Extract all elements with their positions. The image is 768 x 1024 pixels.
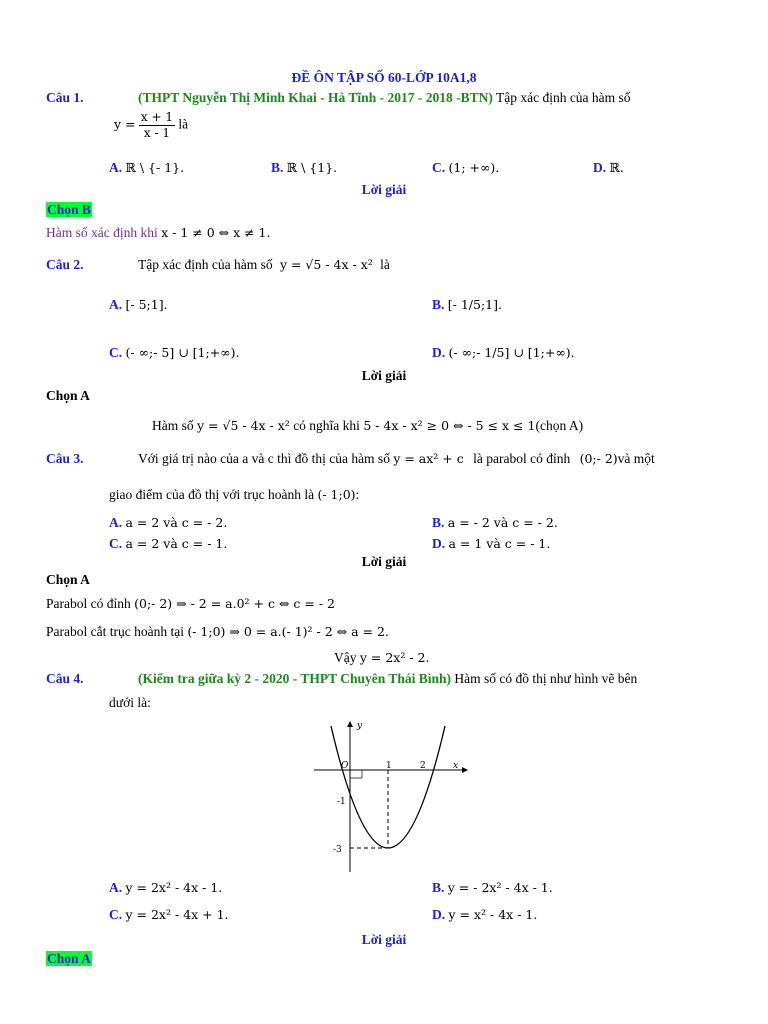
tick-label-minus-1: -1 [337, 797, 346, 807]
option-a[interactable]: A. y = 2x² - 4x - 1. [109, 880, 223, 895]
solution-heading: Lời giải [361, 932, 407, 947]
question-1-label: Câu 1. [46, 90, 84, 105]
solution-heading: Lời giải [361, 554, 407, 569]
solution-heading: Lời giải [361, 182, 407, 197]
la-word: là [178, 116, 189, 132]
solution-line: Hàm số xác định khi x - 1 ≠ 0 ⇔ x ≠ 1. [46, 225, 271, 240]
answer-choice: Chọn A [46, 388, 90, 403]
question-1-function [114, 110, 188, 141]
option-b[interactable]: B. [- 1/5;1]. [432, 297, 502, 312]
answer-choice: Chọn B [47, 202, 91, 217]
tick-label-1: 1 [386, 761, 392, 771]
x-axis-arrow [462, 767, 468, 773]
solution-heading: Lời giải [361, 368, 407, 383]
answer-choice: Chọn A [46, 572, 90, 587]
origin-label: O [341, 761, 349, 771]
answer-choice: Chọn A [47, 951, 91, 966]
question-3-stem-line2: giao điểm của đồ thị với trục hoành là (- 1;0): [109, 487, 360, 502]
question-4-stem: (Kiểm tra giữa kỳ 2 - 2020 - THPT Chuyên Thái Bình) Hàm số có đồ thị như hình vẽ bên [138, 671, 638, 686]
question-2-label: Câu 2. [46, 257, 84, 272]
question-1-source: (THPT Nguyễn Thị Minh Khai - Hà Tĩnh - 2017 - 2018 -BTN) [138, 90, 493, 105]
parabola-graph [310, 718, 470, 878]
question-3-stem: Với giá trị nào của a và c thì đồ thị của hàm số y = ax² + c là parabol có đỉnh (0;- 2)và một [138, 451, 655, 466]
function-lhs: y = [114, 116, 136, 132]
question-1-text: Tập xác định của hàm số [495, 90, 631, 105]
y-axis-label: y [357, 721, 363, 731]
option-b[interactable]: B. ℝ \ {1}. [271, 160, 338, 175]
tick-label-2: 2 [420, 761, 426, 771]
x-axis-label: x [453, 761, 459, 771]
fraction-denominator: x - 1 [143, 126, 170, 140]
fraction-numerator: x + 1 [140, 110, 173, 124]
option-d[interactable]: D. ℝ. [593, 160, 624, 175]
option-d[interactable]: D. a = 1 và c = - 1. [432, 536, 551, 551]
option-c[interactable]: C. (- ∞;- 5] ∪ [1;+∞). [109, 345, 240, 360]
page-title: ĐỀ ÔN TẬP SỐ 60-LỚP 10A1,8 [291, 70, 477, 85]
solution-line: Parabol cắt trục hoành tại (- 1;0) ⇒ 0 = a.(- 1)² - 2 ⇔ a = 2. [46, 624, 389, 639]
question-4-label: Câu 4. [46, 671, 84, 686]
option-a[interactable]: A. a = 2 và c = - 2. [109, 515, 228, 530]
option-d[interactable]: D. (- ∞;- 1/5] ∪ [1;+∞). [432, 345, 575, 360]
option-d[interactable]: D. y = x² - 4x - 1. [432, 907, 538, 922]
option-b[interactable]: B. a = - 2 và c = - 2. [432, 515, 558, 530]
y-axis-arrow [347, 721, 353, 727]
unit-square [350, 770, 362, 778]
question-4-stem-line2: dưới là: [109, 695, 151, 710]
function-fraction [139, 110, 175, 141]
option-b[interactable]: B. y = - 2x² - 4x - 1. [432, 880, 553, 895]
option-c[interactable]: C. (1; +∞). [432, 160, 500, 175]
question-3-label: Câu 3. [46, 451, 84, 466]
option-a[interactable]: A. ℝ \ {- 1}. [109, 160, 185, 175]
option-c[interactable]: C. y = 2x² - 4x + 1. [109, 907, 229, 922]
tick-label-minus-3: -3 [333, 845, 342, 855]
question-2-stem: Tập xác định của hàm số y = √5 - 4x - x² là [138, 257, 390, 272]
option-c[interactable]: C. a = 2 và c = - 1. [109, 536, 228, 551]
question-1-stem [138, 90, 631, 106]
option-a[interactable]: A. [- 5;1]. [109, 297, 168, 312]
solution-line: Hàm số y = √5 - 4x - x² có nghĩa khi 5 - 4x - x² ≥ 0 ⇔ - 5 ≤ x ≤ 1(chọn A) [152, 418, 584, 433]
solution-line: Vậy y = 2x² - 2. [334, 650, 430, 665]
solution-line: Parabol có đỉnh (0;- 2) ⇒ - 2 = a.0² + c ⇔ c = - 2 [46, 596, 335, 611]
